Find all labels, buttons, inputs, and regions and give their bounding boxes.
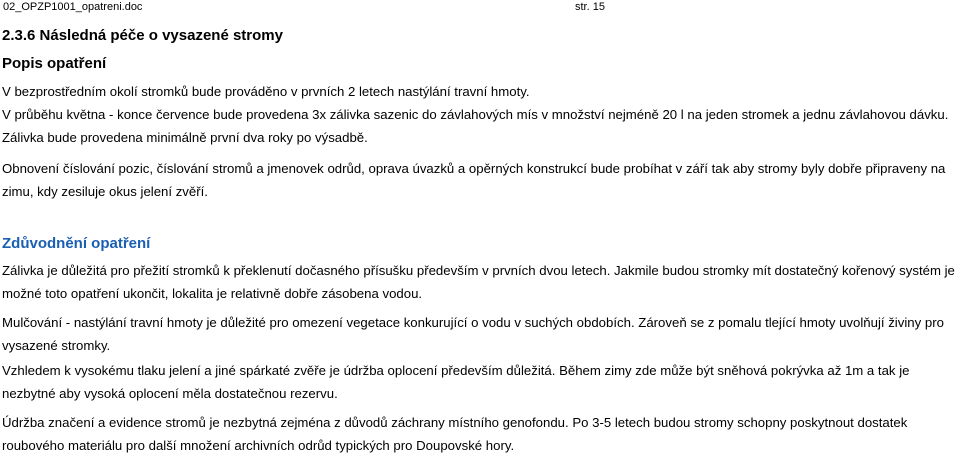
zduvodneni-paragraph-2: Mulčování - nastýlání travní hmoty je důležité pro omezení vegetace konkurující o vodu v suchých obdobích. Zároveň se z pomalu tlející hmoty uvolňují živiny pro vysazené stromky. [2, 315, 944, 353]
zduvodneni-paragraph-3: Vzhledem k vysokému tlaku jelení a jiné spárkaté zvěře je údržba oplocení především důležitá. Během zimy zde může být sněhová pokrývka až 1m a tak je nezbytné aby vysoká oplocení měla dostatečnou rezervu. [2, 363, 910, 401]
zduvodneni-heading: Zdůvodnění opatření [2, 235, 151, 252]
header-filename: 02_OPZP1001_opatreni.doc [3, 1, 143, 13]
document-header [3, 0, 957, 14]
zduvodneni-paragraph-4: Údržba značení a evidence stromů je nezbytná zejména z důvodů záchrany místního genofondu. Po 3-5 letech budou stromy schopny poskytnout dostatek roubového materiálu pro další množení archivních odrůd typických pro Doupovské hory. [2, 415, 908, 453]
popis-paragraph-3: Obnovení číslování pozic, číslování stromů a jmenovek odrůd, oprava úvazků a opěrných konstrukcí bude probíhat v září tak aby stromy byly dobře připraveny na zimu, kdy zesiluje okus jelení zvěří. [2, 161, 946, 199]
section-title: 2.3.6 Následná péče o vysazené stromy [2, 27, 283, 44]
popis-paragraph-2: V průběhu května - konce července bude provedena 3x zálivka sazenic do závlahových mís v množství nejméně 20 l na jeden stromek a jednu závlahovou dávku. Zálivka bude provedena minimálně první dva roky po výsadbě. [2, 107, 949, 145]
popis-paragraph-1: V bezprostředním okolí stromků bude prováděno v prvních 2 letech nastýlání travní hmoty. [2, 84, 530, 99]
popis-heading: Popis opatření [2, 55, 107, 72]
header-page-number: str. 15 [575, 1, 605, 13]
zduvodneni-paragraph-1: Zálivka je důležitá pro přežití stromků k překlenutí dočasného přísušku především v prvních dvou letech. Jakmile budou stromky mít dostatečný kořenový systém je možné toto opatření ukončit, lokalita je relativně dobře zásobena vodou. [2, 263, 955, 301]
